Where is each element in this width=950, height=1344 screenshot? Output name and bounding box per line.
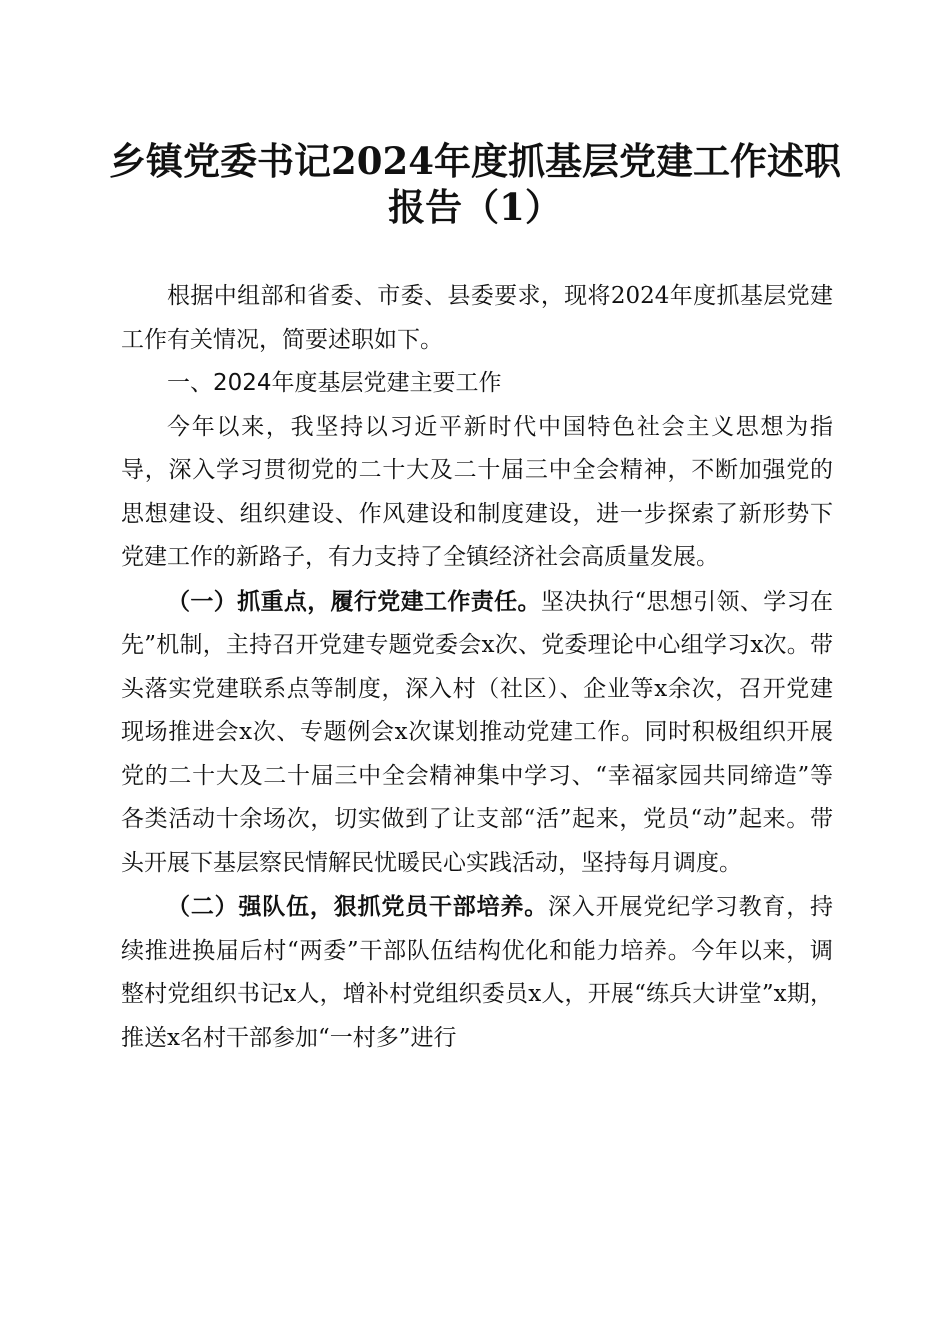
- subsection-1-lead: （一）抓重点，履行党建工作责任。: [167, 587, 541, 615]
- section-1-heading: 一、2024年度基层党建主要工作: [167, 370, 502, 396]
- subsection-2-lead: （二）强队伍，狠抓党员干部培养。: [167, 893, 549, 920]
- subsection-2-body: 深入开展党纪学习教育，持续推进换届后村“两委”干部队伍结构优化和能力培养。今年以来，调整村党组织书记x人，增补村党组织委员x人，开展“练兵大讲堂”x期，推送x名村干部参加“一村多”进行: [121, 894, 834, 1051]
- document-body: [121, 275, 833, 1060]
- subsection-1-paragraph: [121, 580, 833, 886]
- document-title-line-2: 报告（1）: [388, 185, 562, 229]
- subsection-1-body: 坚决执行“思想引领、学习在先”机制，主持召开党建专题党委会x次、党委理论中心组学习x次。带头落实党建联系点等制度，深入村（社区）、企业等x余次，召开党建现场推进会x次、专题例会x次谋划推动党建工作。同时积极组织开展党的二十大及二十届三中全会精神集中学习、“幸福家园共同缔造”等各类活动十余场次，切实做到了让支部“活”起来，党员“动”起来。带头开展下基层察民情解民忧暖民心实践活动，坚持每月调度。: [121, 588, 834, 876]
- intro-paragraph: 根据中组部和省委、市委、县委要求，现将2024年度抓基层党建工作有关情况，简要述职如下。: [121, 283, 833, 353]
- document-title-line-1: 乡镇党委书记2024年度抓基层党建工作述职: [109, 139, 841, 183]
- section-1-paragraph: 今年以来，我坚持以习近平新时代中国特色社会主义思想为指导，深入学习贯彻党的二十大及二十届三中全会精神，不断加强党的思想建设、组织建设、作风建设和制度建设，进一步探索了新形势下党建工作的新路子，有力支持了全镇经济社会高质量发展。: [121, 413, 833, 570]
- subsection-2-paragraph: [121, 885, 833, 1060]
